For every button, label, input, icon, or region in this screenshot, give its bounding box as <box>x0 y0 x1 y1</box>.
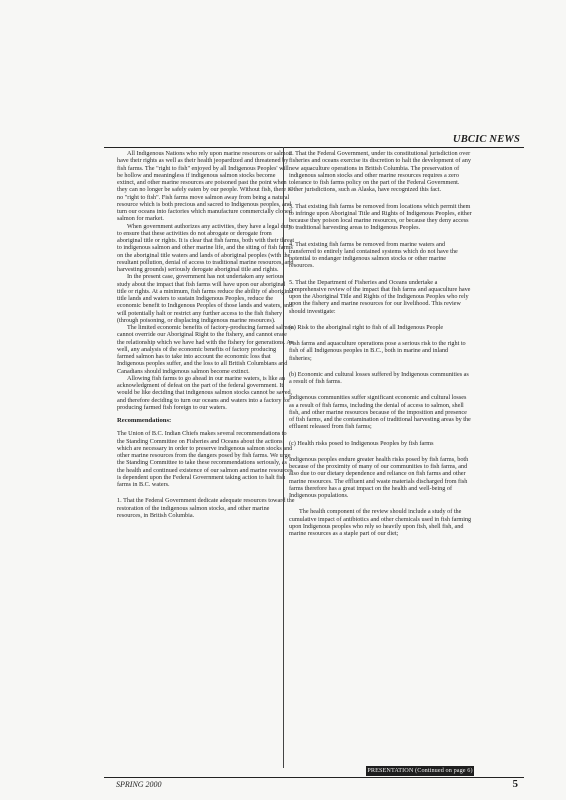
body-paragraph: The Union of B.C. Indian Chiefs makes several recommendations to the Standing Committee on Fisheries and Oceans about the actions which are necessary in order to preserve indigenous salmon stocks and other marine resources from the dangers posed by fish farms. We urge the Standing Committee to take these recommendations seriously, as the health and continued existence of our salmon and marine resources is dependent upon the Federal Government taking action to halt fish farms in B.C. waters. <box>117 430 293 488</box>
page-header <box>0 134 566 148</box>
left-column <box>117 150 295 750</box>
body-paragraph: 4. That existing fish farms be removed from marine waters and transferred to entirely land contained systems which do not have the potential to endanger indigenous salmon stocks or other marine resources. <box>289 240 458 270</box>
body-paragraph: (a) Risk to the aboriginal right to fish of all Indigenous People <box>289 323 444 331</box>
body-paragraph: Indigenous communities suffer significant economic and cultural losses as a result of fish farms, including the denial of access to salmon, shell fish, and other marine resources because of the imposition and presence of fish farms, and the contamination of traditional harvesting areas by the effluent released from fish farms; <box>289 394 471 431</box>
issue-label: SPRING 2000 <box>116 780 162 789</box>
body-paragraph: 5. That the Department of Fisheries and Oceans undertake a comprehensive review of the impact that fish farms and aquaculture have upon the Aboriginal Title and Rights of the Indigenous Peoples who rely upon the fishery and marine resources for our livelihood. This review should investigate: <box>289 278 471 315</box>
body-paragraph: The limited economic benefits of factory-producing farmed salmon cannot override our Aboriginal Right to the fishery, and cannot erase the relationship which we have had with the fishery for generations. As well, any analysis of the economic benefits of factory producing farmed salmon has to take into account the economic loss that Indigenous peoples suffer, and the loss to all British Columbians and Canadians should indigenous salmon become extinct. <box>117 324 294 375</box>
body-paragraph: Fish farms and aquaculture operations pose a serious risk to the right to fish of all Indigenous peoples in B.C., both in marine and inland fisheries; <box>289 340 466 362</box>
body-paragraph: Indigenous peoples endure greater health risks posed by fish farms, both because of the proximity of many of our communities to fish farms, and also due to our dietary dependence and reliance on fish farms and other marine resources. The effluent and waste materials discharged from fish farms therefore has a great impact on the health and well-being of Indigenous populations. <box>289 455 469 499</box>
continued-banner: PRESENTATION (Continued on page 6) <box>367 767 473 774</box>
body-paragraph: All Indigenous Nations who rely upon marine resources or salmon have their rights as well as their health jeopardized and threatened by fish farms. The "right to fish" enjoyed by all Indigenous Peoples' will be hollow and meaningless if indigenous salmon stocks become extinct, and other marine resources are poisoned past the point when they can no longer be safely eaten by our people. Without fish, there is no "right to fish". Fish farms move salmon away from being a natural resource which is both precious and sacred to Indigenous peoples, and turn our oceans into factories which manufacture commercially cloned salmon for market. <box>117 150 292 223</box>
body-paragraph: The health component of the review should include a study of the cumulative impact of antibiotics and other chemicals used in fish farming upon Indigenous peoples who rely so heavily upon fish, shell fish, and marine resources as a staple part of our diet; <box>289 508 472 537</box>
footer-rule <box>104 777 524 778</box>
body-paragraph: (b) Economic and cultural losses suffered by Indigenous communities as a result of fish farms. <box>289 370 469 385</box>
column-divider <box>283 147 284 768</box>
body-paragraph: Allowing fish farms to go ahead in our marine waters, is like an acknowledgment of defeat on the part of the federal government. It would be like deciding that indigenous salmon stocks cannot be saved, and therefore deciding to turn our oceans and waters into a factory for producing farmed fish foreign to our waters. <box>117 374 293 411</box>
publication-title: UBCIC NEWS <box>452 134 520 145</box>
body-paragraph: 2. That the Federal Government, under its constitutional jurisdiction over fisheries and oceans exercise its discretion to halt the development of any new aquaculture operations in British Columbia. The preservation of indigenous salmon stocks and other marine resources requires a zero tolerance to fish farms policy on the part of the Federal Government. Other jurisdictions, such as Alaska, have recognized this fact. <box>289 150 471 194</box>
right-column <box>289 150 472 750</box>
header-rule <box>104 147 524 148</box>
body-paragraph: When government authorizes any activities, they have a legal duty to ensure that these activities do not abrogate or derogate from aboriginal title or rights. It is clear that fish farms, both with their threat to indigenous salmon and other marine life, and the siting of fish farms on the aboriginal title waters and lands of aboriginal peoples (with the resultant pollution, denial of access to traditional marine resources, and harvesting grounds) seriously derogate aboriginal title and rights. <box>117 222 295 273</box>
section-heading: Recommendations: <box>117 417 172 424</box>
body-paragraph: 1. That the Federal Government dedicate adequate resources toward the restoration of the indigenous salmon stocks, and other marine resources, in British Columbia. <box>117 497 295 519</box>
page-number: 5 <box>512 778 518 790</box>
body-paragraph: In the present case, government has not undertaken any serious study about the impact that fish farms will have upon our aboriginal title or rights. At a minimum, fish farms reduce the ability of aboriginal title lands and waters to sustain Indigenous Peoples, reduce the economic benefit to Indigenous Peoples of those lands and waters, and will potentially halt or restrict any further access to the fish fishery (through poisoning, or displacing indigenous marine resources). <box>117 273 294 324</box>
body-paragraph: 3. That existing fish farms be removed from locations which permit them to infringe upon Aboriginal Title and Rights of Indigenous Peoples, either because they poison local marine resources, or because they deny access to traditional harvesting areas to Indigenous Peoples. <box>289 202 472 232</box>
body-paragraph: (c) Health risks posed to Indigenous Peoples by fish farms <box>289 439 434 447</box>
